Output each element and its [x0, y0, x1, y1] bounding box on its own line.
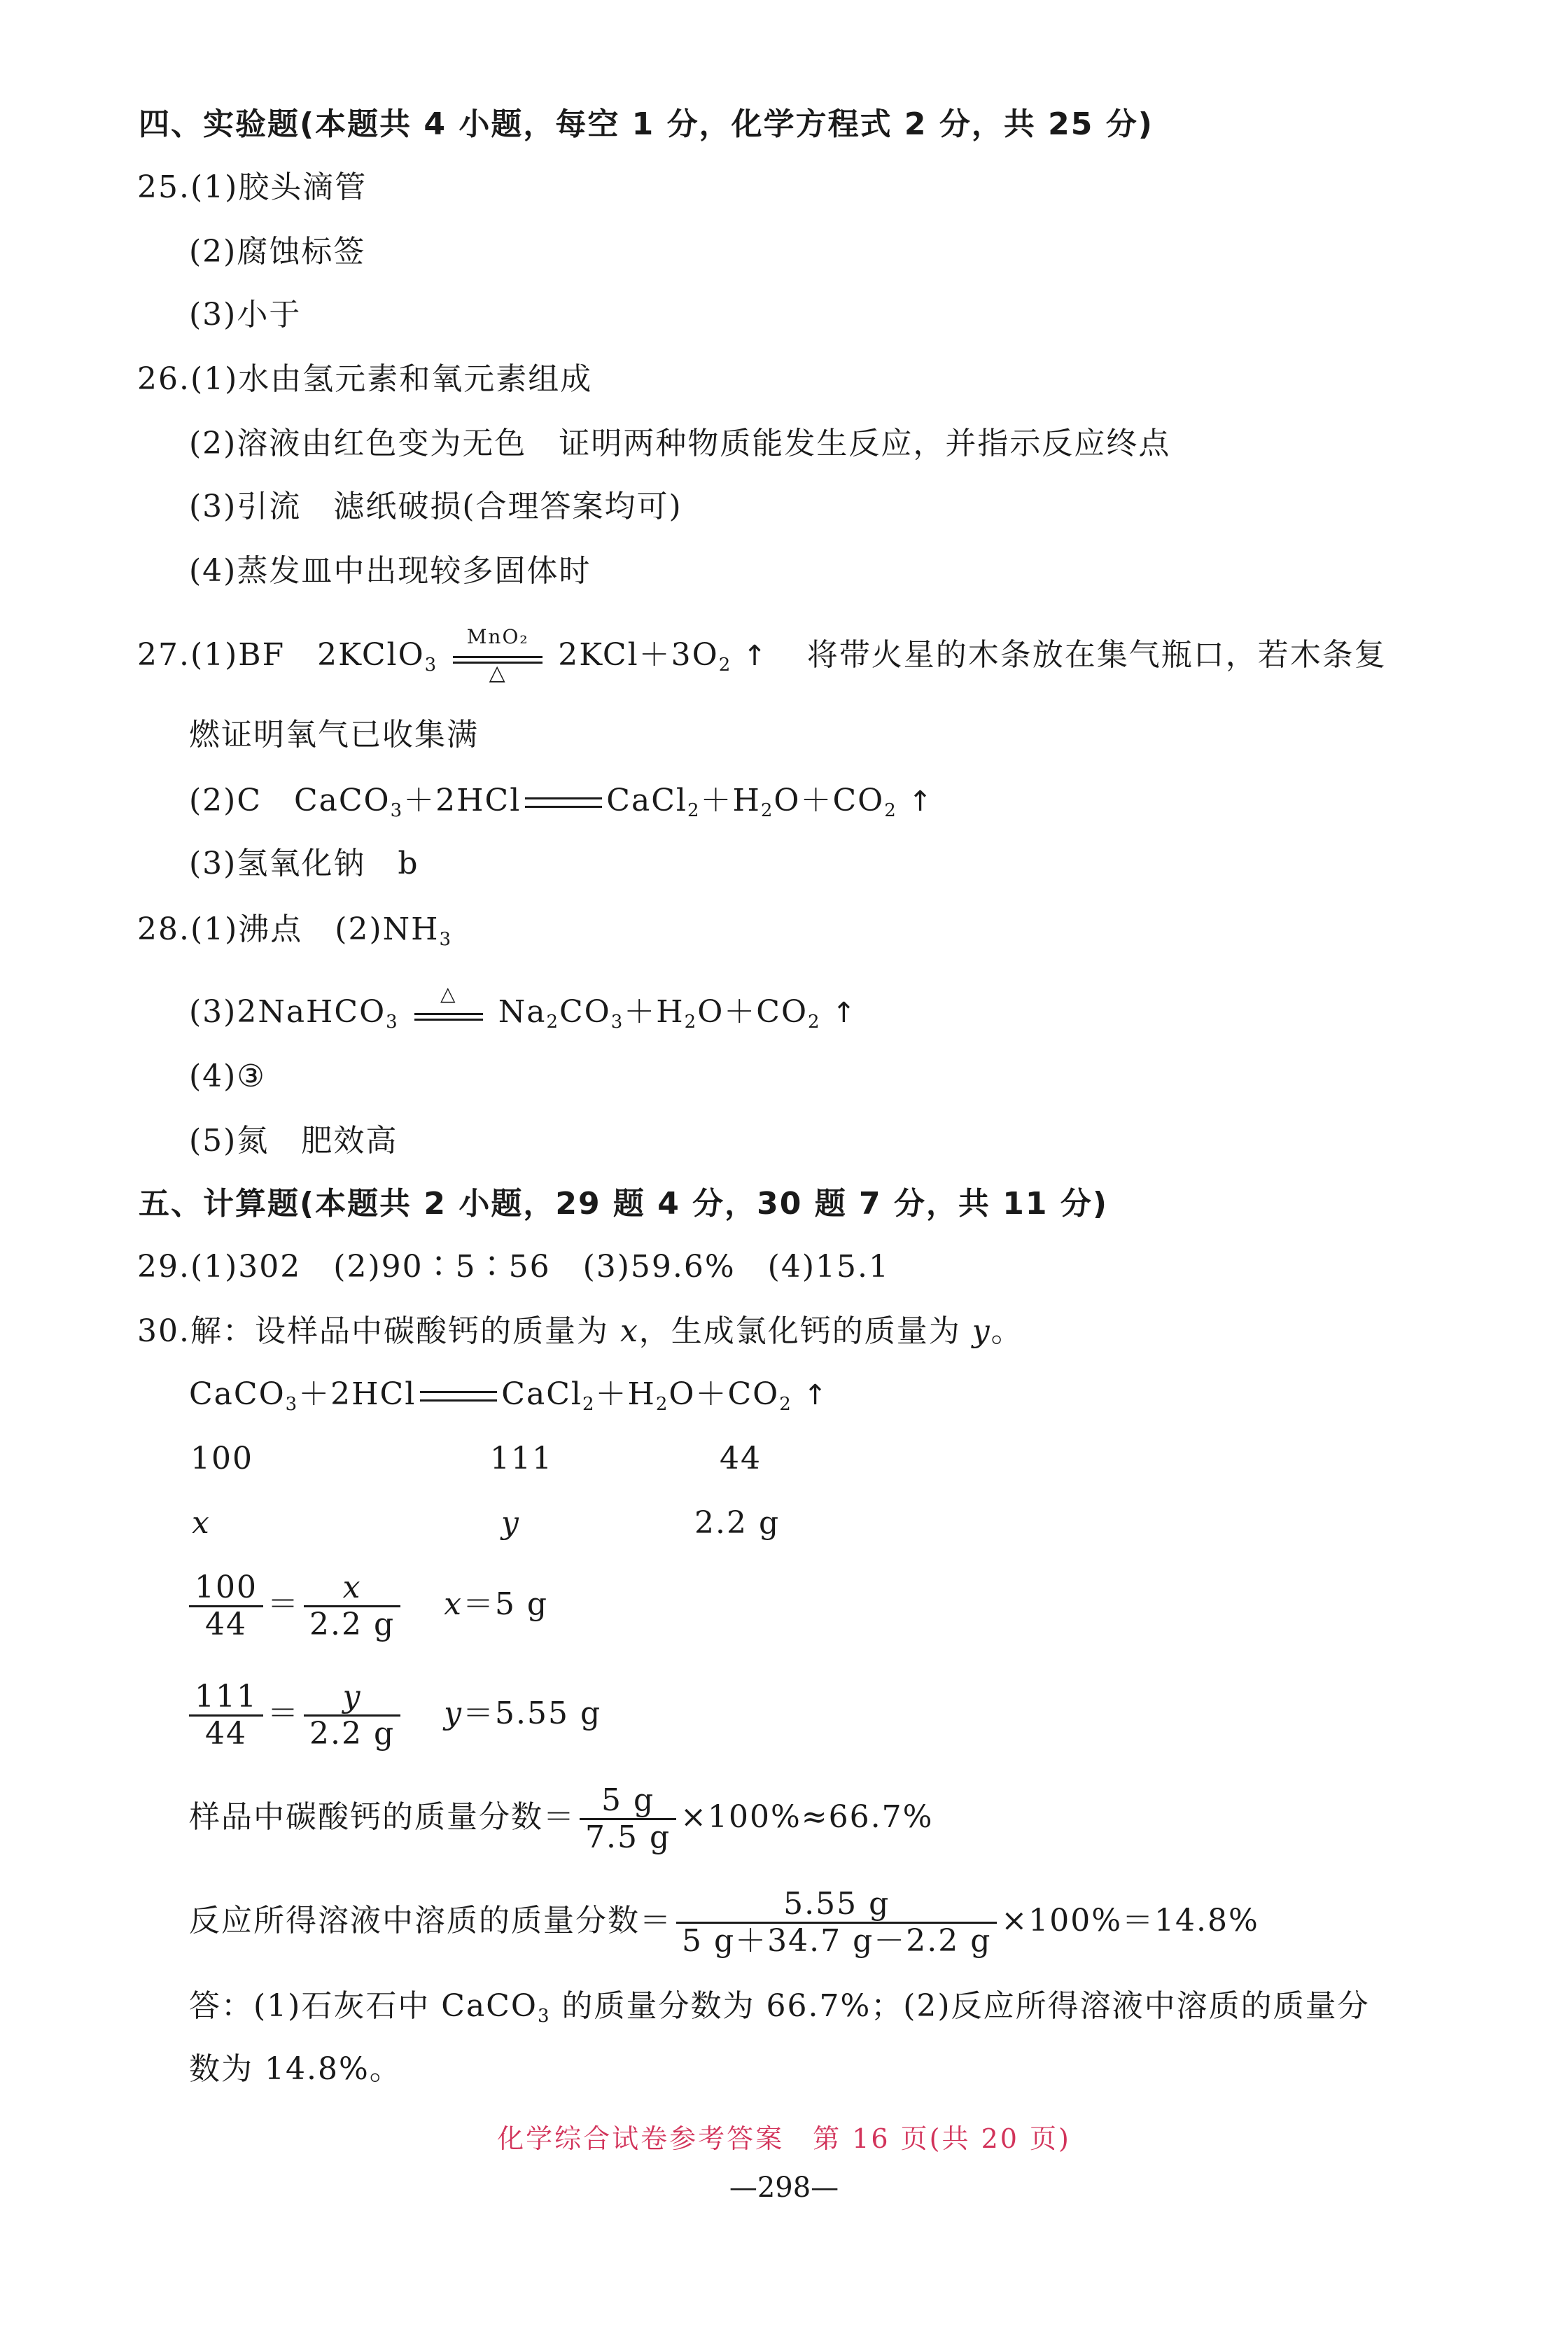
percent-result: ×100%≈66.7%: [680, 1799, 934, 1835]
q30-intro-end: 。: [990, 1313, 1023, 1349]
answer-b: 的质量分数为 66.7%；(2)反应所得溶液中溶质的质量分: [550, 1988, 1370, 2024]
subscript: 2: [687, 800, 701, 821]
q27-2-cacl: CaCl: [606, 783, 687, 818]
gas-arrow-icon: ↑: [803, 1379, 829, 1411]
heat-symbol: △: [489, 660, 507, 685]
subscript: 2: [684, 1012, 698, 1033]
q28-co2: O＋CO: [697, 994, 808, 1030]
unknown-y: y: [501, 1505, 520, 1541]
section-title-5: 五、计算题(本题共 2 小题，29 题 4 分，30 题 7 分，共 11 分): [139, 1186, 1108, 1222]
gas-arrow-icon: ↑: [743, 640, 768, 672]
gas-arrow-icon: ↑: [908, 785, 934, 818]
q28-answer-1: [137, 909, 452, 960]
q30-co2: O＋CO: [668, 1376, 780, 1412]
q25-answer-3: (3)小于: [189, 297, 302, 333]
q27-2-h2o: ＋H: [700, 783, 761, 818]
result-x: ＝5 g: [462, 1586, 549, 1622]
page-number: —298—: [729, 2172, 839, 2204]
subscript: 2: [884, 800, 897, 821]
q30-intro: 30.解：设样品中碳酸钙的质量为: [137, 1313, 620, 1349]
fraction: [189, 1570, 263, 1642]
q27-answer-3: (3)氢氧化钠 b: [189, 846, 419, 881]
denominator: 2.2 g: [309, 1607, 396, 1642]
q28-answer-4: (4)③: [189, 1058, 266, 1094]
section-title-4: 四、实验题(本题共 4 小题，每空 1 分，化学方程式 2 分，共 25 分): [139, 106, 1154, 142]
q27-2-hcl: ＋2HCl: [403, 783, 522, 818]
numerator: x: [304, 1570, 400, 1607]
subscript: 2: [546, 1012, 559, 1033]
ratio-y: [185, 1679, 601, 1752]
numerator: 111: [189, 1679, 263, 1717]
q28-answer-5: (5)氮 肥效高: [189, 1123, 398, 1159]
q28-h2o: ＋H: [624, 994, 685, 1030]
fraction: [580, 1783, 676, 1855]
q28-answer-3: [189, 981, 858, 1043]
q27-answer-2: [189, 780, 933, 832]
numerator: 5 g: [580, 1783, 676, 1820]
denominator: 7.5 g: [585, 1819, 671, 1855]
q28-reactant: (3)2NaHCO: [189, 994, 386, 1030]
heat-symbol: △: [440, 981, 457, 1005]
equals-sign: [420, 1391, 497, 1402]
numerator: y: [304, 1679, 400, 1717]
unknown-x: x: [192, 1505, 211, 1541]
q27-reactant: 27.(1)BF 2KClO: [137, 637, 425, 673]
q28-co: CO: [559, 994, 611, 1030]
q30-equation: CaCO$_3$＋2HCl $CaCl_2+H_2O+CO_2$ ↑: [189, 1376, 829, 1415]
q30-setup: [137, 1311, 1023, 1353]
q28-na: Na: [498, 994, 547, 1030]
q27-products: 2KCl＋3O: [558, 637, 719, 673]
subscript: 2: [655, 1394, 669, 1415]
equals: ＝: [267, 1586, 300, 1622]
result-y: ＝5.55 g: [462, 1696, 602, 1731]
percent-result: ×100%＝14.8%: [1001, 1903, 1259, 1938]
q27-2-co2: O＋CO: [774, 783, 885, 818]
molar-mass-co2: 44: [720, 1441, 762, 1476]
reaction-condition: [410, 981, 487, 1035]
q28-text: 28.(1)沸点 (2)NH: [137, 911, 440, 947]
denominator: 5 g＋34.7 g－2.2 g: [682, 1923, 992, 1959]
fraction: [304, 1679, 400, 1752]
subscript: 2: [760, 800, 774, 821]
denominator: 2.2 g: [309, 1716, 396, 1752]
subscript: 3: [285, 1394, 299, 1415]
subscript: 3: [610, 1012, 624, 1033]
subscript: 2: [808, 1012, 821, 1033]
q26-answer-3: (3)引流 滤纸破损(合理答案均可): [189, 489, 682, 524]
denominator: 44: [204, 1607, 247, 1642]
subscript: 3: [386, 1012, 399, 1033]
q27-answer-1: [137, 624, 1387, 686]
subscript: 3: [424, 655, 438, 676]
ratio-x: [185, 1570, 548, 1642]
subscript: 3: [537, 2006, 551, 2027]
q30-cacl: CaCl: [501, 1376, 582, 1412]
subscript: 3: [439, 929, 453, 950]
denominator: 44: [204, 1716, 247, 1752]
catalyst-label: MnO₂: [466, 624, 529, 648]
q27-2-reactant: (2)C CaCO: [189, 783, 391, 818]
fraction: [304, 1570, 400, 1642]
subscript: 2: [718, 655, 732, 676]
var-y: y: [444, 1696, 463, 1731]
q29-answer: 29.(1)302 (2)90∶5∶56 (3)59.6% (4)15.1: [137, 1249, 890, 1285]
subscript: 2: [582, 1394, 596, 1415]
q30-intro-mid: ，生成氯化钙的质量为: [638, 1313, 972, 1349]
mass-co2: 2.2 g: [694, 1505, 780, 1541]
molar-mass-caco3: 100: [190, 1441, 253, 1476]
footer-caption: 化学综合试卷参考答案 第 16 页(共 20 页): [497, 2123, 1071, 2154]
q27-answer-1-cont: 燃证明氧气已收集满: [189, 717, 479, 753]
reaction-condition: [449, 624, 547, 685]
percent-caco3: [189, 1782, 933, 1855]
answer-a: 答：(1)石灰石中 CaCO: [189, 1988, 538, 2024]
q30-h2o: ＋H: [595, 1376, 656, 1412]
numerator: 100: [189, 1570, 263, 1607]
var-y: y: [972, 1313, 991, 1349]
equals-sign: [525, 797, 602, 808]
fraction: [189, 1679, 263, 1752]
q27-test-method: 将带火星的木条放在集气瓶口，若木条复: [806, 637, 1387, 673]
fraction: [676, 1887, 997, 1959]
q30-answer-line1: [189, 1985, 1370, 2037]
subscript: 2: [779, 1394, 792, 1415]
q26-answer-4: (4)蒸发皿中出现较多固体时: [189, 553, 592, 589]
subscript: 3: [390, 800, 404, 821]
percent-label: 反应所得溶液中溶质的质量分数＝: [189, 1903, 672, 1938]
var-x: x: [620, 1313, 639, 1349]
q30-answer-line2: 数为 14.8%。: [189, 2051, 402, 2087]
molar-mass-cacl2: 111: [490, 1441, 553, 1476]
equals-sign: [414, 1013, 483, 1021]
q26-answer-1: 26.(1)水由氢元素和氧元素组成: [137, 361, 593, 397]
var-x: x: [444, 1586, 463, 1622]
q30-hcl: ＋2HCl: [298, 1376, 416, 1412]
q26-answer-2: (2)溶液由红色变为无色 证明两种物质能发生反应，并指示反应终点: [189, 426, 1171, 461]
q25-answer-2: (2)腐蚀标签: [189, 234, 366, 270]
equals: ＝: [267, 1696, 300, 1731]
q25-answer-1: 25.(1)胶头滴管: [137, 169, 368, 205]
numerator: 5.55 g: [676, 1887, 997, 1924]
percent-solute: [189, 1886, 1259, 1959]
percent-label: 样品中碳酸钙的质量分数＝: [189, 1799, 575, 1835]
gas-arrow-icon: ↑: [832, 997, 858, 1029]
